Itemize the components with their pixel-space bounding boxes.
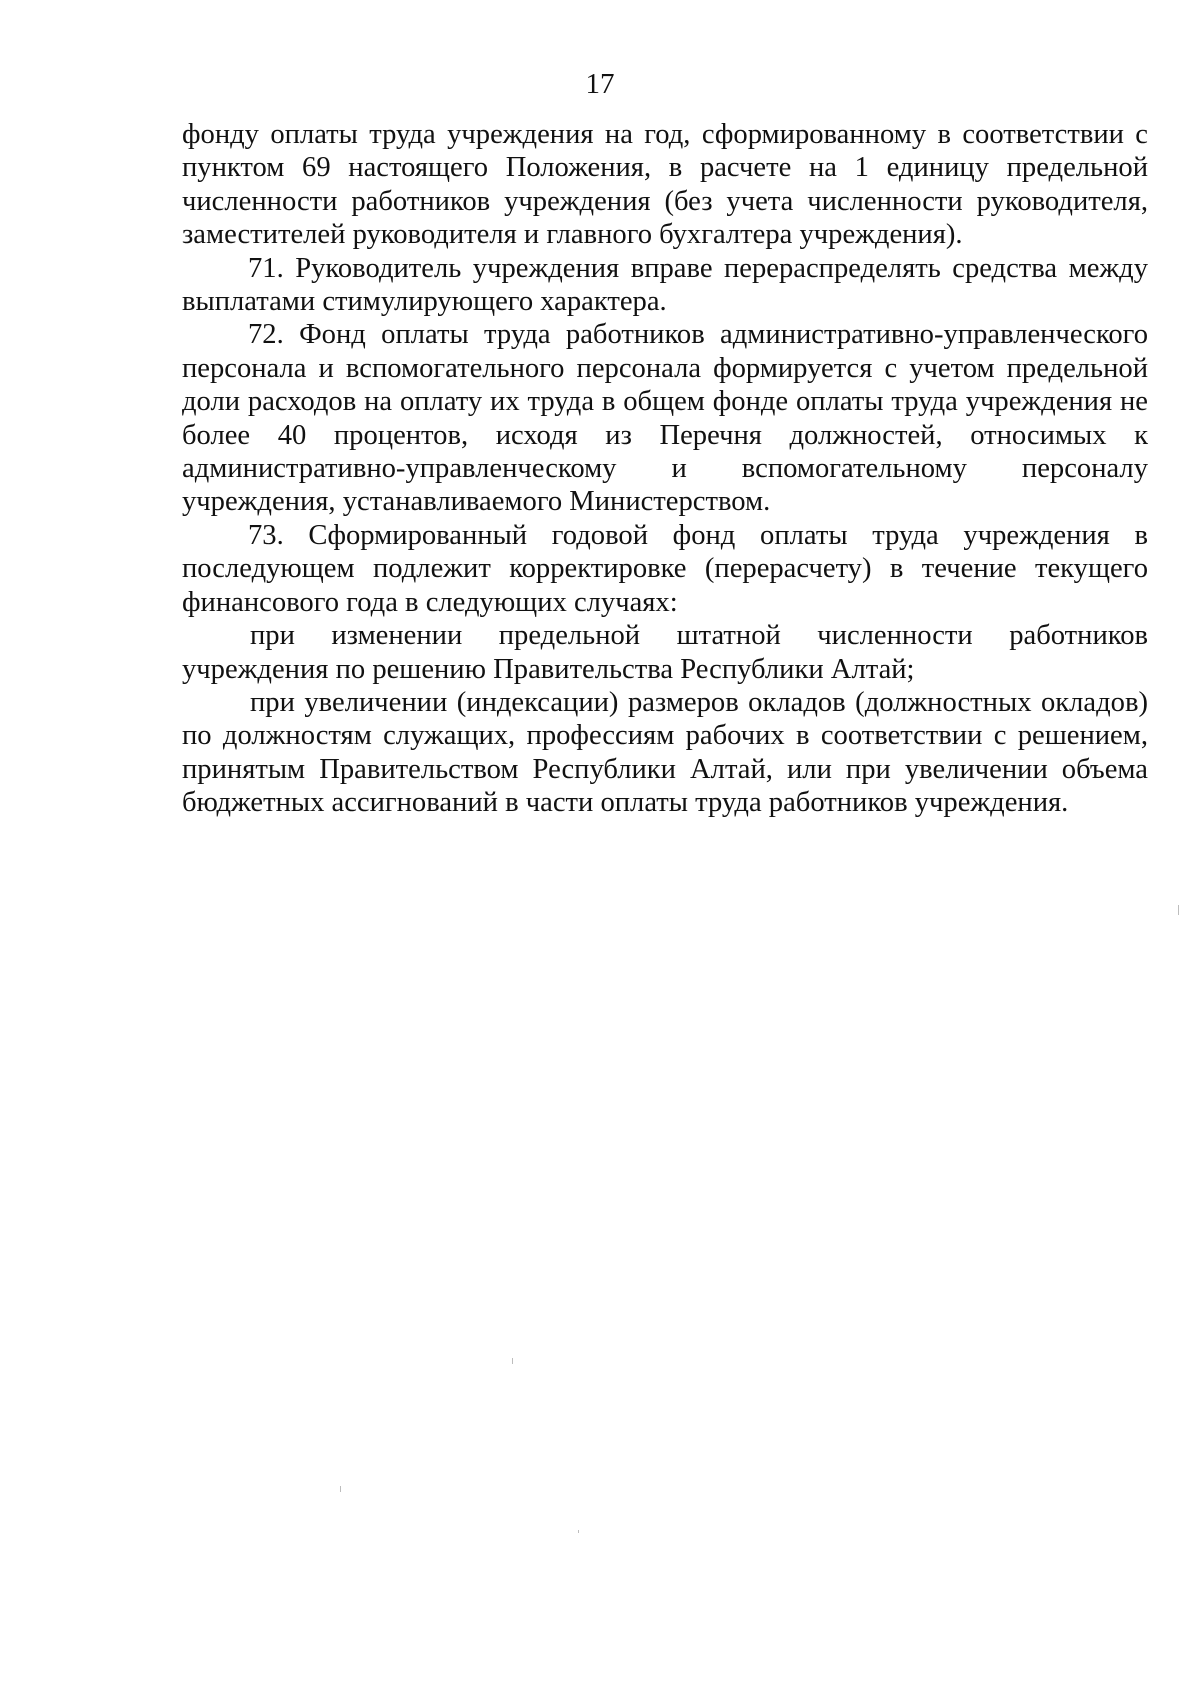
page-number: 17 (585, 68, 615, 100)
paragraph-73: 73. Сформированный годовой фонд оплаты труда учреждения в последующем подлежит корректировке (перерасчету) в течение текущего финансового года в следующих случаях: (182, 519, 1148, 618)
paragraph-case-2: при увеличении (индексации) размеров окладов (должностных окладов) по должностям служащих, профессиям рабочих в соответствии с решением, принятым Правительством Республики Алтай, или при увеличении объема бюджетных ассигнований в части оплаты труда работников учреждения. (182, 686, 1148, 819)
document-body (182, 118, 1148, 820)
paragraph-72: 72. Фонд оплаты труда работников административно-управленческого персонала и вспомогательного персонала формируется с учетом предельной доли расходов на оплату их труда в общем фонде оплаты труда учреждения не более 40 процентов, исходя из Перечня должностей, относимых к административно-управленческому и вспомогательному персоналу учреждения, устанавливаемого Министерством. (182, 319, 1148, 518)
paragraph-continuation: фонду оплаты труда учреждения на год, сформированному в соответствии с пунктом 69 настоящего Положения, в расчете на 1 единицу предельной численности работников учреждения (без учета численности руководителя, заместителей руководителя и главного бухгалтера учреждения). (182, 119, 1148, 251)
paragraph-case-1: при изменении предельной штатной численности работников учреждения по решению Правительства Республики Алтай; (182, 620, 1148, 685)
paragraph-71: 71. Руководитель учреждения вправе перераспределять средства между выплатами стимулирующего характера. (182, 252, 1148, 318)
